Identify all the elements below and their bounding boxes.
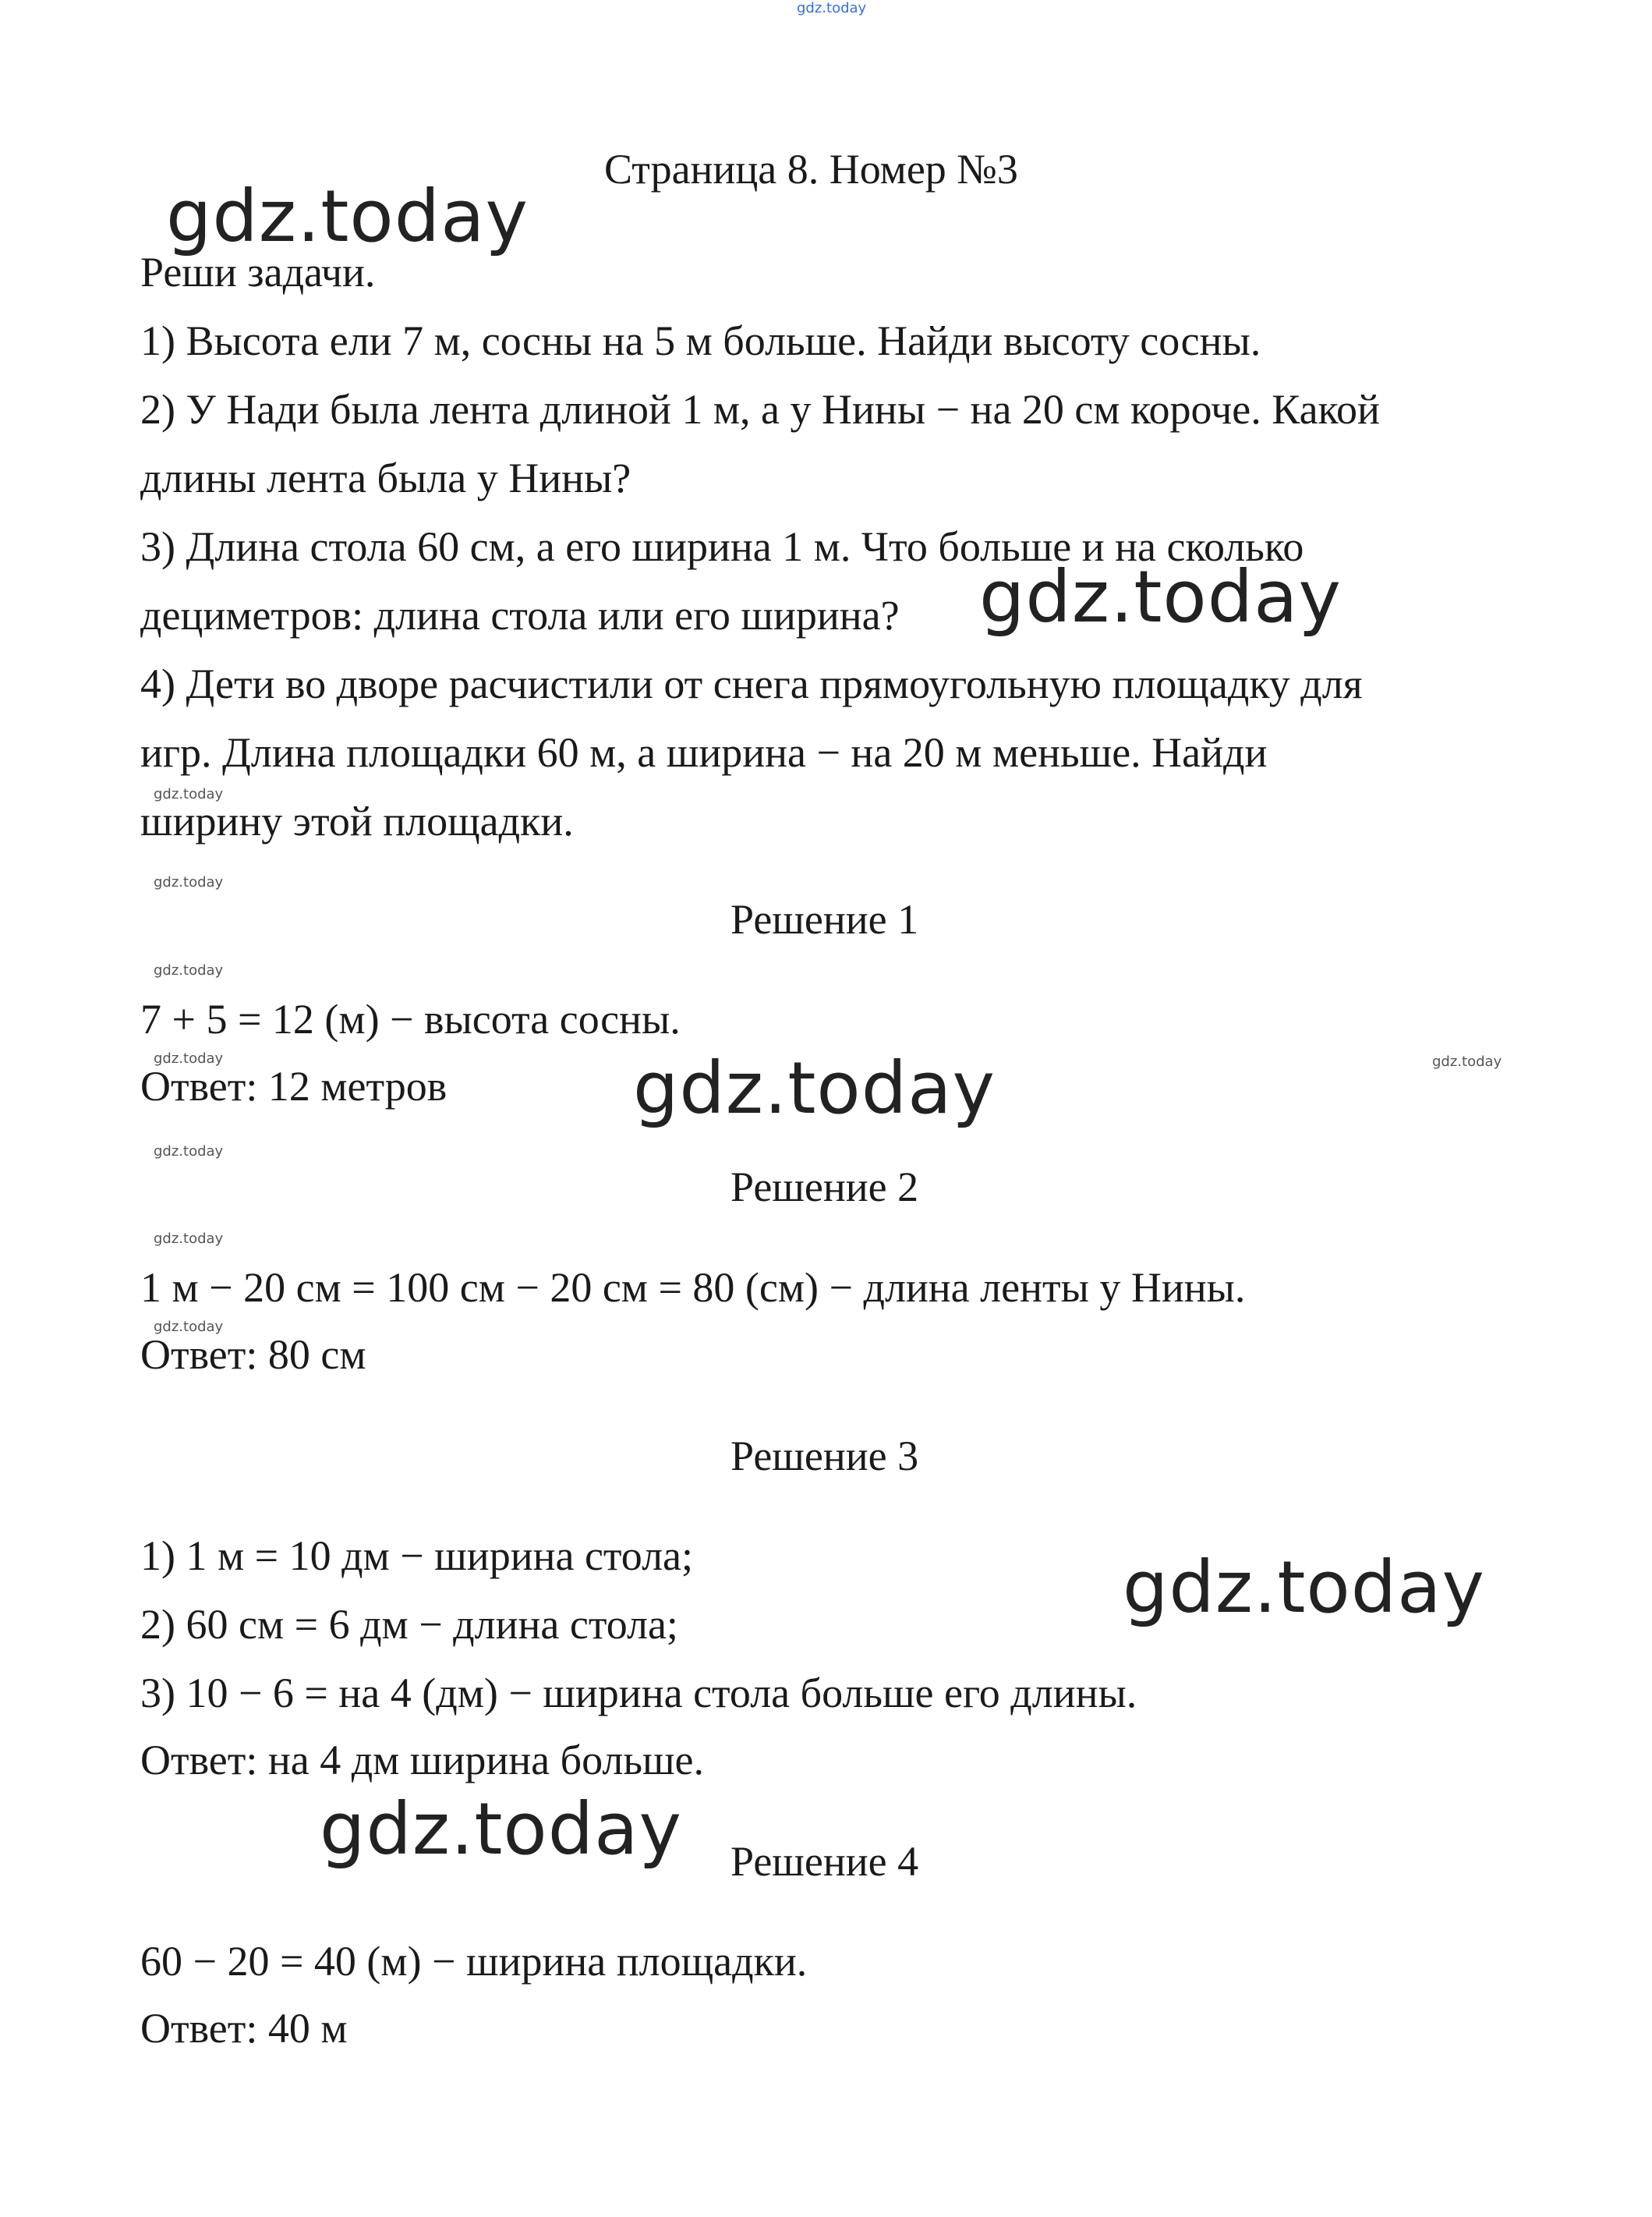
watermark-big-4: gdz.today (1123, 1546, 1485, 1629)
solution-line: 3) 10 − 6 = на 4 (дм) − ширина стола больше его длины. (140, 1670, 1137, 1716)
task-line: игр. Длина площадки 60 м, а ширина − на 20 м меньше. Найди (140, 729, 1268, 776)
watermark-small: gdz.today (154, 962, 224, 979)
watermark-small: gdz.today (154, 874, 224, 891)
watermark-small: gdz.today (1432, 1054, 1502, 1070)
page-title: Страница 8. Номер №3 (604, 146, 1018, 193)
watermark-small: gdz.today (154, 1143, 224, 1160)
watermark-big-2: gdz.today (979, 555, 1342, 639)
task-line: дециметров: длина стола или его ширина? (140, 592, 900, 639)
task-line: 1) Высота ели 7 м, сосны на 5 м больше. Найди высоту сосны. (140, 317, 1261, 364)
watermark-big-3: gdz.today (633, 1047, 996, 1130)
solution-line: 1 м − 20 см = 100 см − 20 см = 80 (см) − длина ленты у Нины. (140, 1264, 1246, 1311)
task-line: длины лента была у Нины? (140, 455, 631, 501)
solution-answer: Ответ: на 4 дм ширина больше. (140, 1737, 704, 1783)
watermark-top: gdz.today (797, 0, 867, 16)
solution-answer: Ответ: 40 м (140, 2005, 348, 2052)
solution-line: 1) 1 м = 10 дм − ширина стола; (140, 1532, 694, 1579)
solution-heading: Решение 3 (730, 1433, 919, 1479)
task-line: ширину этой площадки. (140, 798, 574, 845)
solution-answer: Ответ: 80 см (140, 1331, 366, 1378)
solution-heading: Решение 1 (730, 896, 919, 943)
watermark-small: gdz.today (154, 1319, 224, 1335)
solution-line: 2) 60 см = 6 дм − длина стола; (140, 1601, 678, 1648)
watermark-small: gdz.today (154, 786, 224, 802)
watermark-small: gdz.today (154, 1050, 224, 1067)
task-line: 3) Длина стола 60 см, а его ширина 1 м. Что больше и на сколько (140, 523, 1304, 570)
solution-line: 60 − 20 = 40 (м) − ширина площадки. (140, 1938, 808, 1985)
solution-heading: Решение 2 (730, 1163, 919, 1210)
watermark-small: gdz.today (154, 1231, 224, 1247)
watermark-big-1: gdz.today (166, 175, 529, 258)
task-intro: Реши задачи. (140, 249, 376, 296)
solution-heading: Решение 4 (730, 1838, 919, 1885)
solution-answer: Ответ: 12 метров (140, 1063, 447, 1110)
watermark-big-5: gdz.today (320, 1787, 682, 1871)
task-line: 4) Дети во дворе расчистили от снега прямоугольную площадку для (140, 660, 1363, 707)
solution-line: 7 + 5 = 12 (м) − высота сосны. (140, 996, 681, 1043)
task-line: 2) У Нади была лента длиной 1 м, а у Нины − на 20 см короче. Какой (140, 386, 1380, 433)
